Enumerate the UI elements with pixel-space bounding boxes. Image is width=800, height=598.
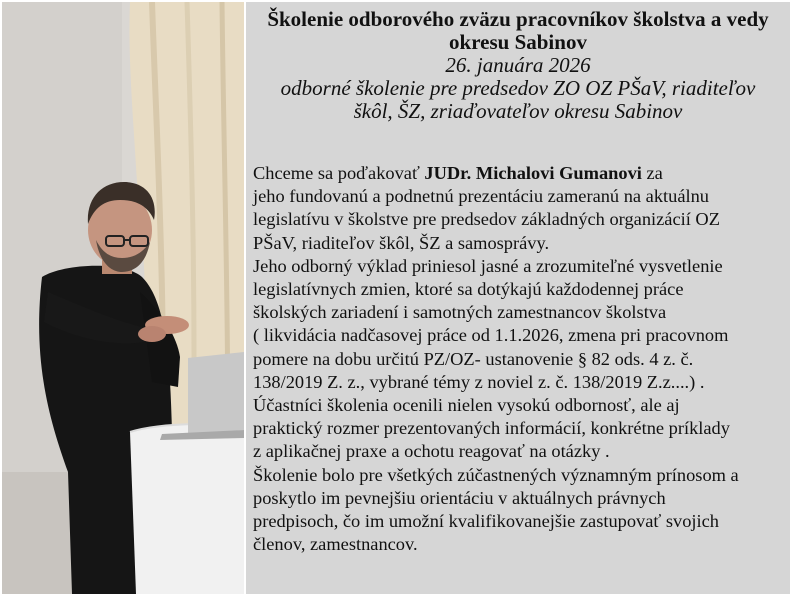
thanks-pre: Chceme sa poďakovať [253,163,425,183]
body-line: z aplikačnej praxe a ochotu reagovať na otázky . [253,441,610,462]
heading-subtitle-line1: odborné školenie pre predsedov ZO OZ PŠaV, riaditeľov [280,76,756,100]
speaker-photo [2,2,244,594]
body-line: 138/2019 Z. z., vybrané témy z noviel z. č. 138/2019 Z.z....) . [253,371,705,392]
body-line: poskytlo im pevnejšiu orientáciu v aktuálnych právnych [253,487,666,508]
body-line: predpisoch, čo im umožní kvalifikovanejšie zastupovať svojich [253,511,719,532]
heading [246,8,790,123]
body-line: ( likvidácia nadčasovej práce od 1.1.2026, zmena pri pracovnom [253,325,729,346]
body-line: Školenie bolo pre všetkých zúčastnených významným prínosom a [253,464,739,485]
body-line: legislatívu v školstve pre predsedov základných organizácií OZ [253,209,720,230]
thanks-name: JUDr. Michalovi Gumanovi [424,163,642,183]
heading-subtitle-line2: škôl, ŠZ, zriaďovateľov okresu Sabinov [353,99,683,123]
body-line: legislatívnych zmien, ktoré sa dotýkajú každodennej práce [253,279,684,300]
body-line: praktický rozmer prezentovaných informácií, konkrétne príklady [253,418,730,439]
text-panel [246,2,790,594]
body-line: PŠaV, riaditeľov škôl, ŠZ a samosprávy. [253,232,550,253]
thanks-post: za [641,163,663,183]
speaker-illustration [2,2,244,594]
thanks-line [253,162,783,185]
body-line: školských zariadení i samotných zamestnancov školstva [253,302,667,323]
body-line: pomere na dobu určitú PZ/OZ- ustanovenie § 82 ods. 4 z. č. [253,348,694,369]
body-line: členov, zamestnancov. [253,534,418,555]
body-line: jeho fundovanú a podnetnú prezentáciu zameranú na aktuálnu [253,186,710,207]
body-line: Jeho odborný výklad priniesol jasné a zrozumiteľné vysvetlenie [253,255,723,276]
heading-title-line1: Školenie odborového zväzu pracovníkov školstva a vedy [267,7,769,31]
body-text [253,162,783,556]
heading-date: 26. januára 2026 [445,53,591,77]
heading-title-line2: okresu Sabinov [449,30,587,54]
body-line: Účastníci školenia ocenili nielen vysokú odbornosť, ale aj [253,395,680,416]
